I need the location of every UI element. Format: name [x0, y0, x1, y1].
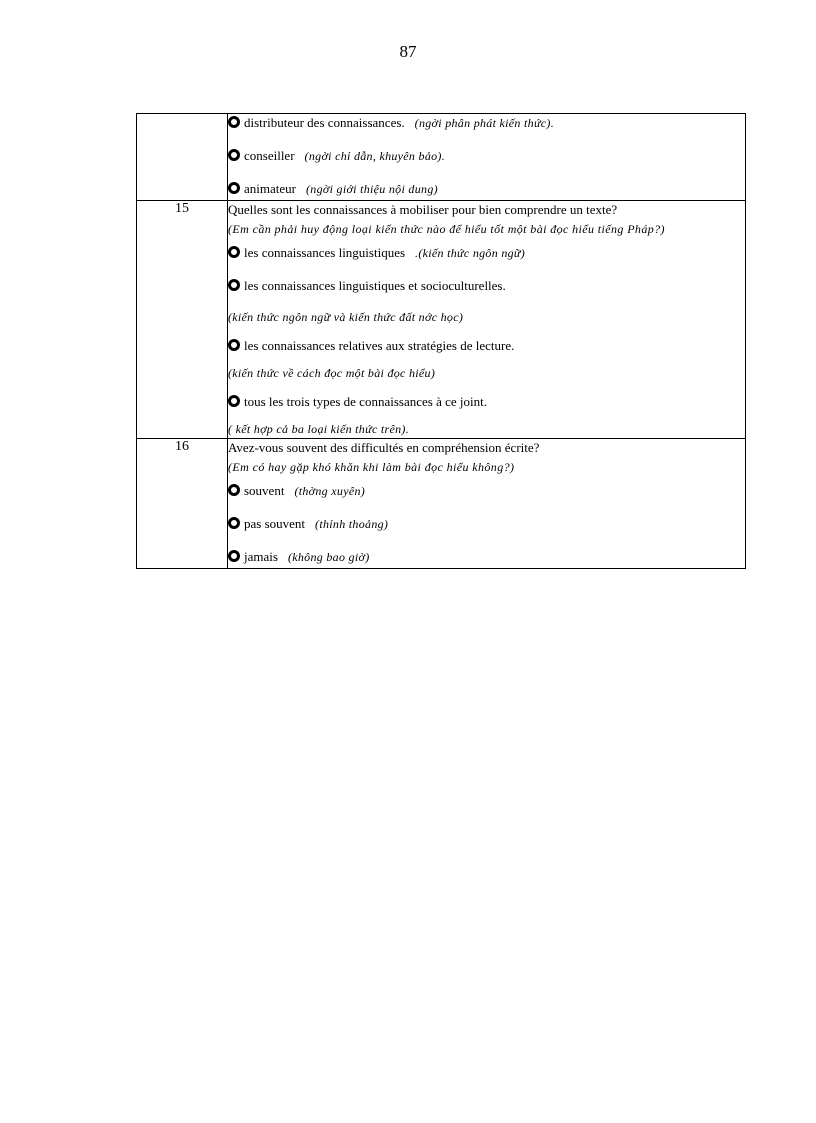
option-translation: (thỉnh thoảng) — [315, 517, 389, 531]
option-translation: ( kết hợp cả ba loại kiến thức trên). — [228, 422, 409, 436]
circle-bullet-icon — [228, 484, 240, 496]
option[interactable] — [228, 515, 745, 533]
option-translation: (kiến thức ngôn ngữ và kiến thức đất nớc học) — [228, 310, 464, 324]
option[interactable] — [228, 147, 745, 165]
option[interactable] — [228, 548, 745, 566]
option-translation: (kiến thức về cách đọc một bài đọc hiểu) — [228, 366, 436, 380]
circle-bullet-icon — [228, 246, 240, 258]
circle-bullet-icon — [228, 182, 240, 194]
page-number: 87 — [399, 42, 417, 61]
question-cell — [228, 439, 746, 569]
circle-bullet-icon — [228, 116, 240, 128]
option-translation: (thờng xuyên) — [294, 484, 366, 498]
option[interactable] — [228, 393, 745, 410]
question-text: Quelles sont les connaissances à mobiliser pour bien comprendre un texte? — [228, 202, 618, 217]
option-translation: (ngời phân phát kiến thức). — [414, 116, 555, 130]
question-number: 16 — [137, 439, 228, 569]
question-translation: (Em cần phải huy động loại kiến thức nào để hiểu tốt một bài đọc hiểu tiếng Pháp?) — [228, 222, 665, 236]
question-translation: (Em có hay gặp khó khăn khi làm bài đọc hiểu không?) — [228, 460, 515, 474]
option-translation: (không bao giờ) — [287, 550, 370, 564]
option[interactable] — [228, 114, 745, 132]
option-text: pas souvent — [244, 516, 306, 531]
survey-table — [136, 113, 746, 569]
circle-bullet-icon — [228, 395, 240, 407]
option[interactable] — [228, 337, 745, 354]
option-text: souvent — [244, 483, 285, 498]
option-text: distributeur des connaissances. — [244, 115, 405, 130]
circle-bullet-icon — [228, 339, 240, 351]
option-translation: (ngời giới thiệu nội dung) — [305, 182, 438, 196]
table-row — [137, 439, 746, 569]
option-text: animateur — [244, 181, 296, 196]
circle-bullet-icon — [228, 279, 240, 291]
option-text: tous les trois types de connaissances à ce joint. — [244, 394, 487, 409]
question-number — [137, 114, 228, 201]
option[interactable] — [228, 244, 745, 262]
question-text: Avez-vous souvent des difficultés en compréhension écrite? — [228, 440, 540, 455]
table-row — [137, 201, 746, 439]
option-text: jamais — [244, 549, 278, 564]
option-text: les connaissances relatives aux stratégies de lecture. — [244, 338, 515, 353]
circle-bullet-icon — [228, 550, 240, 562]
option-text: conseiller — [244, 148, 295, 163]
circle-bullet-icon — [228, 149, 240, 161]
option[interactable] — [228, 180, 745, 198]
option-translation: .(kiến thức ngôn ngữ) — [415, 246, 526, 260]
option[interactable] — [228, 277, 745, 294]
option[interactable] — [228, 482, 745, 500]
question-number: 15 — [137, 201, 228, 439]
table-row — [137, 114, 746, 201]
option-text: les connaissances linguistiques et socioculturelles. — [244, 278, 506, 293]
question-cell — [228, 201, 746, 439]
circle-bullet-icon — [228, 517, 240, 529]
question-cell — [228, 114, 746, 201]
option-text: les connaissances linguistiques — [244, 245, 406, 260]
option-translation: (ngời chỉ dẫn, khuyên bảo). — [304, 149, 446, 163]
